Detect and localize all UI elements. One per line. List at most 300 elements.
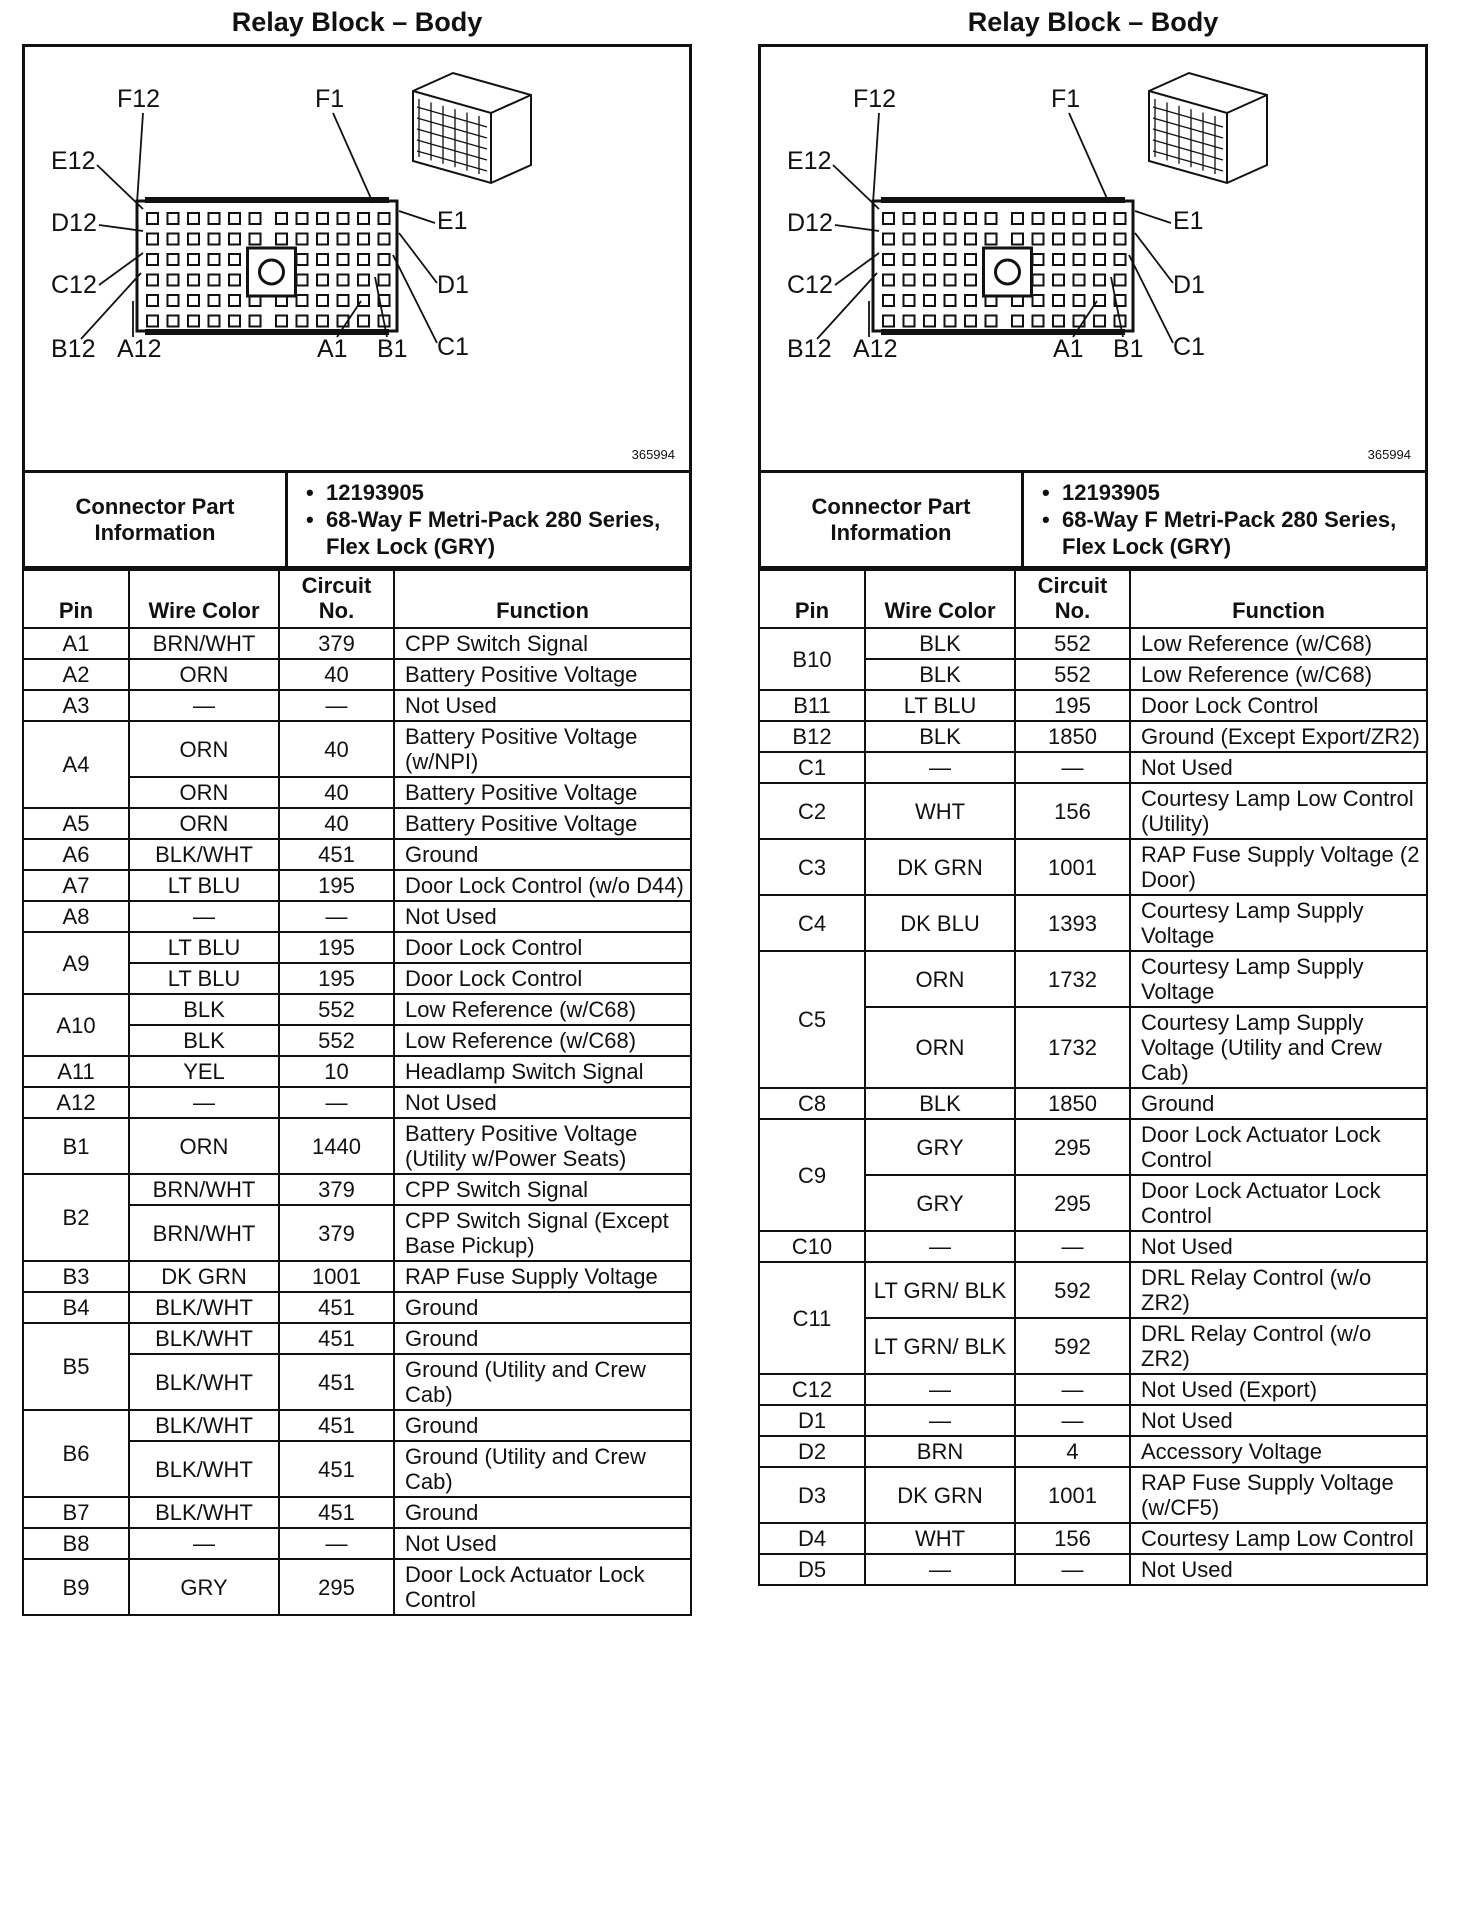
pin-cell: B6 — [23, 1410, 129, 1497]
panel-left — [22, 0, 692, 1616]
function-cell: Ground (Except Export/ZR2) — [1130, 721, 1427, 752]
wire-color-cell: GRY — [865, 1175, 1015, 1231]
diagram-part-number: 365994 — [631, 447, 675, 462]
pin-cavity — [1033, 254, 1044, 265]
pin-cell: C3 — [759, 839, 865, 895]
pin-cell: C5 — [759, 951, 865, 1088]
pin-cavity — [1074, 254, 1085, 265]
function-cell: Headlamp Switch Signal — [394, 1056, 691, 1087]
table-row — [23, 994, 691, 1025]
wire-color-cell: BLK/WHT — [129, 1323, 279, 1354]
pin-cavity — [338, 213, 349, 224]
table-row — [23, 1323, 691, 1354]
pin-cavity — [276, 234, 287, 245]
wire-color-cell: — — [129, 690, 279, 721]
pin-cavity — [924, 316, 935, 327]
pin-cavity — [965, 295, 976, 306]
pin-cavity — [168, 316, 179, 327]
header-pin: Pin — [23, 570, 129, 628]
function-cell: Low Reference (w/C68) — [394, 1025, 691, 1056]
wire-color-cell: BLK — [865, 628, 1015, 659]
pin-cavity — [883, 234, 894, 245]
pin-cell: B4 — [23, 1292, 129, 1323]
connector-iso-drawing — [1149, 73, 1267, 183]
header-circuit-no: Circuit No. — [279, 570, 394, 628]
pin-cell: D1 — [759, 1405, 865, 1436]
connector-bottom-rail — [145, 329, 389, 335]
table-row — [23, 1497, 691, 1528]
pin-cavity — [945, 275, 956, 286]
pin-cavity — [904, 295, 915, 306]
pin-cavity — [924, 275, 935, 286]
pin-cavity — [1053, 316, 1064, 327]
pin-label-c1: C1 — [437, 333, 469, 361]
pin-cell: A4 — [23, 721, 129, 808]
circuit-cell: 379 — [279, 1174, 394, 1205]
pin-cavity — [209, 234, 220, 245]
function-cell: Low Reference (w/C68) — [1130, 659, 1427, 690]
pin-cavity — [924, 213, 935, 224]
wire-color-cell: LT BLU — [865, 690, 1015, 721]
pin-cavity — [1074, 275, 1085, 286]
pin-label-d1: D1 — [437, 271, 469, 299]
circuit-cell: 592 — [1015, 1318, 1130, 1374]
connector-description: • 68-Way F Metri-Pack 280 Series, Flex Lock (GRY) — [1036, 506, 1415, 560]
pin-cavity — [188, 275, 199, 286]
pin-cavity — [338, 254, 349, 265]
table-row — [759, 628, 1427, 659]
function-cell: Ground (Utility and Crew Cab) — [394, 1441, 691, 1497]
wire-color-cell: YEL — [129, 1056, 279, 1087]
pin-label-d12: D12 — [787, 209, 833, 237]
circuit-cell: 552 — [1015, 628, 1130, 659]
wire-color-cell: LT BLU — [129, 963, 279, 994]
circuit-cell: 592 — [1015, 1262, 1130, 1318]
function-cell: Door Lock Actuator Lock Control — [1130, 1119, 1427, 1175]
pinout-rows — [759, 628, 1427, 1585]
pin-cavity — [965, 275, 976, 286]
table-row — [23, 901, 691, 932]
function-cell: Ground — [1130, 1088, 1427, 1119]
wire-color-cell: WHT — [865, 783, 1015, 839]
pin-cavity — [276, 213, 287, 224]
pin-cavity — [1053, 234, 1064, 245]
pin-cell: C12 — [759, 1374, 865, 1405]
connector-part-info — [758, 470, 1428, 569]
pin-cell: C9 — [759, 1119, 865, 1231]
pin-cavity — [1074, 295, 1085, 306]
table-row — [759, 721, 1427, 752]
pin-label-a12: A12 — [853, 335, 898, 363]
wire-color-cell: BLK/WHT — [129, 839, 279, 870]
header-circuit-no: Circuit No. — [1015, 570, 1130, 628]
pin-cavity — [965, 234, 976, 245]
circuit-cell: 451 — [279, 1410, 394, 1441]
pin-cavity — [188, 316, 199, 327]
function-cell: Door Lock Control — [1130, 690, 1427, 721]
pin-cavity — [883, 254, 894, 265]
circuit-cell: — — [279, 1087, 394, 1118]
pin-cavity — [317, 275, 328, 286]
pin-label-a12: A12 — [117, 335, 162, 363]
pin-cavity — [883, 295, 894, 306]
pin-label-e12: E12 — [787, 147, 832, 175]
wire-color-cell: — — [865, 752, 1015, 783]
table-row — [759, 690, 1427, 721]
circuit-cell: 1732 — [1015, 951, 1130, 1007]
circuit-cell: — — [279, 1528, 394, 1559]
pin-cavity — [317, 254, 328, 265]
connector-info-values — [1023, 472, 1427, 568]
function-cell: CPP Switch Signal (Except Base Pickup) — [394, 1205, 691, 1261]
pin-cell: B12 — [759, 721, 865, 752]
function-cell: Not Used — [394, 1087, 691, 1118]
pin-cell: D4 — [759, 1523, 865, 1554]
circuit-cell: 379 — [279, 1205, 394, 1261]
table-row — [759, 1262, 1427, 1318]
pin-label-f1: F1 — [315, 85, 345, 113]
leader-line — [1135, 233, 1173, 283]
pin-cavity — [1094, 254, 1105, 265]
connector-iso-drawing — [413, 73, 531, 183]
table-row — [23, 1528, 691, 1559]
leader-line — [333, 113, 373, 203]
pin-cavity — [209, 316, 220, 327]
wire-color-cell: GRY — [129, 1559, 279, 1615]
pin-cell: B5 — [23, 1323, 129, 1410]
pin-cavity — [904, 316, 915, 327]
pin-label-a1: A1 — [1053, 335, 1084, 363]
table-row — [23, 1410, 691, 1441]
connector-face-drawing — [761, 47, 1431, 473]
circuit-cell: 295 — [1015, 1119, 1130, 1175]
connector-part-info — [22, 470, 692, 569]
pin-cavity — [379, 275, 390, 286]
circuit-cell: 295 — [1015, 1175, 1130, 1231]
pin-cavity — [147, 234, 158, 245]
wire-color-cell: GRY — [865, 1119, 1015, 1175]
pin-cell: A9 — [23, 932, 129, 994]
pin-cavity — [945, 254, 956, 265]
pinout-table — [758, 569, 1428, 1586]
wire-color-cell: ORN — [865, 1007, 1015, 1088]
function-cell: Door Lock Actuator Lock Control — [1130, 1175, 1427, 1231]
function-cell: Ground — [394, 839, 691, 870]
pin-label-a1: A1 — [317, 335, 348, 363]
wire-color-cell: — — [129, 1528, 279, 1559]
pin-cavity — [250, 234, 261, 245]
table-row — [23, 721, 691, 777]
pin-cavity — [188, 254, 199, 265]
pin-cavity — [883, 275, 894, 286]
table-row — [23, 1174, 691, 1205]
table-row — [759, 1088, 1427, 1119]
pin-cavity — [883, 316, 894, 327]
pin-cell: A12 — [23, 1087, 129, 1118]
function-cell: Not Used — [394, 1528, 691, 1559]
pin-label-e1: E1 — [1173, 207, 1204, 235]
header-wire-color: Wire Color — [129, 570, 279, 628]
function-cell: Not Used — [394, 690, 691, 721]
pin-cell: C1 — [759, 752, 865, 783]
table-row — [23, 659, 691, 690]
table-row — [759, 1467, 1427, 1523]
pin-cell: A7 — [23, 870, 129, 901]
circuit-cell: 195 — [279, 870, 394, 901]
function-cell: CPP Switch Signal — [394, 1174, 691, 1205]
pin-cavity — [379, 234, 390, 245]
wire-color-cell: BRN/WHT — [129, 1174, 279, 1205]
pin-label-d1: D1 — [1173, 271, 1205, 299]
circuit-cell: 195 — [1015, 690, 1130, 721]
table-row — [23, 1056, 691, 1087]
pin-cavity — [297, 254, 308, 265]
pin-cavity — [904, 275, 915, 286]
circuit-cell: 40 — [279, 659, 394, 690]
circuit-cell: 1732 — [1015, 1007, 1130, 1088]
wire-color-cell: DK GRN — [865, 839, 1015, 895]
wire-color-cell: — — [865, 1231, 1015, 1262]
function-cell: Battery Positive Voltage (Utility w/Power Seats) — [394, 1118, 691, 1174]
pin-cavity — [250, 213, 261, 224]
function-cell: Courtesy Lamp Low Control — [1130, 1523, 1427, 1554]
pin-cavity — [904, 234, 915, 245]
pin-cavity — [904, 213, 915, 224]
function-cell: Accessory Voltage — [1130, 1436, 1427, 1467]
circuit-cell: 451 — [279, 1441, 394, 1497]
function-cell: Not Used — [1130, 1405, 1427, 1436]
pin-cavity — [317, 213, 328, 224]
pin-cavity — [338, 295, 349, 306]
table-row — [23, 870, 691, 901]
wire-color-cell: BRN/WHT — [129, 1205, 279, 1261]
pin-cavity — [250, 316, 261, 327]
pin-cell: D3 — [759, 1467, 865, 1523]
pin-cavity — [945, 213, 956, 224]
pin-cavity — [883, 213, 894, 224]
pin-cell: C8 — [759, 1088, 865, 1119]
wire-color-cell: LT BLU — [129, 932, 279, 963]
wire-color-cell: BLK/WHT — [129, 1354, 279, 1410]
wire-color-cell: BLK — [865, 1088, 1015, 1119]
circuit-cell: 552 — [279, 994, 394, 1025]
circuit-cell: 1440 — [279, 1118, 394, 1174]
circuit-cell: 1393 — [1015, 895, 1130, 951]
wire-color-cell: ORN — [129, 659, 279, 690]
pin-cavity — [168, 213, 179, 224]
leader-line — [1069, 113, 1109, 203]
header-function: Function — [1130, 570, 1427, 628]
wire-color-cell: — — [865, 1554, 1015, 1585]
table-row — [23, 839, 691, 870]
connector-diagram — [758, 44, 1428, 470]
center-boss — [984, 248, 1032, 296]
function-cell: Low Reference (w/C68) — [394, 994, 691, 1025]
pin-label-f12: F12 — [117, 85, 161, 113]
center-boss — [248, 248, 296, 296]
function-cell: Courtesy Lamp Supply Voltage — [1130, 895, 1427, 951]
function-cell: DRL Relay Control (w/o ZR2) — [1130, 1262, 1427, 1318]
function-cell: RAP Fuse Supply Voltage (w/CF5) — [1130, 1467, 1427, 1523]
table-row — [759, 1119, 1427, 1175]
circuit-cell: — — [1015, 1231, 1130, 1262]
circuit-cell: 1001 — [279, 1261, 394, 1292]
wire-color-cell: BLK — [865, 721, 1015, 752]
pin-cell: C4 — [759, 895, 865, 951]
circuit-cell: 195 — [279, 963, 394, 994]
pin-cavity — [986, 234, 997, 245]
pin-cavity — [358, 316, 369, 327]
wire-color-cell: ORN — [129, 721, 279, 777]
pin-cavity — [297, 295, 308, 306]
pin-cavity — [317, 316, 328, 327]
circuit-cell: 1001 — [1015, 839, 1130, 895]
pin-label-c12: C12 — [787, 271, 833, 299]
wire-color-cell: — — [865, 1374, 1015, 1405]
function-cell: Ground — [394, 1323, 691, 1354]
pin-cavity — [904, 254, 915, 265]
pin-cavity — [965, 213, 976, 224]
table-row — [23, 690, 691, 721]
wire-color-cell: BLK/WHT — [129, 1292, 279, 1323]
wire-color-cell: ORN — [129, 808, 279, 839]
table-row — [759, 783, 1427, 839]
wire-color-cell: ORN — [129, 1118, 279, 1174]
pin-cell: A6 — [23, 839, 129, 870]
function-cell: Not Used — [1130, 1554, 1427, 1585]
circuit-cell: 451 — [279, 839, 394, 870]
pin-cavity — [1094, 213, 1105, 224]
pin-cell: A8 — [23, 901, 129, 932]
pin-cell: B3 — [23, 1261, 129, 1292]
pin-cavity — [209, 275, 220, 286]
function-cell: RAP Fuse Supply Voltage — [394, 1261, 691, 1292]
table-row — [759, 1436, 1427, 1467]
function-cell: Courtesy Lamp Supply Voltage (Utility and Crew Cab) — [1130, 1007, 1427, 1088]
pin-cell: A1 — [23, 628, 129, 659]
wire-color-cell: BRN — [865, 1436, 1015, 1467]
table-row — [759, 1554, 1427, 1585]
circuit-cell: 451 — [279, 1354, 394, 1410]
pin-cavity — [1074, 234, 1085, 245]
wire-color-cell: — — [129, 901, 279, 932]
pin-cavity — [338, 234, 349, 245]
pin-cavity — [1012, 213, 1023, 224]
function-cell: Door Lock Control (w/o D44) — [394, 870, 691, 901]
connector-info-label: Connector Part Information — [24, 472, 287, 568]
pin-cell: A3 — [23, 690, 129, 721]
wire-color-cell: DK GRN — [129, 1261, 279, 1292]
pin-cavity — [379, 213, 390, 224]
function-cell: Courtesy Lamp Low Control (Utility) — [1130, 783, 1427, 839]
pin-cavity — [168, 275, 179, 286]
table-row — [23, 1118, 691, 1174]
pin-cavity — [168, 295, 179, 306]
connector-part-number: • 12193905 — [1036, 479, 1415, 506]
table-row — [759, 1231, 1427, 1262]
pin-cavity — [1033, 295, 1044, 306]
table-row — [23, 932, 691, 963]
pin-cavity — [1115, 213, 1126, 224]
table-row — [23, 1292, 691, 1323]
function-cell: Low Reference (w/C68) — [1130, 628, 1427, 659]
pin-cavity — [1033, 213, 1044, 224]
pin-cell: C2 — [759, 783, 865, 839]
table-row — [759, 951, 1427, 1007]
pin-label-d12: D12 — [51, 209, 97, 237]
pin-cavity — [1033, 234, 1044, 245]
circuit-cell: — — [1015, 1554, 1130, 1585]
pin-label-b12: B12 — [787, 335, 832, 363]
function-cell: Door Lock Control — [394, 963, 691, 994]
pin-cavity — [168, 234, 179, 245]
pin-cavity — [1053, 295, 1064, 306]
table-row — [23, 628, 691, 659]
pin-label-e12: E12 — [51, 147, 96, 175]
wire-color-cell: LT GRN/ BLK — [865, 1318, 1015, 1374]
diagram-part-number: 365994 — [1367, 447, 1411, 462]
connector-info-values — [287, 472, 691, 568]
pin-cavity — [986, 316, 997, 327]
pin-cavity — [209, 295, 220, 306]
pin-cell: B11 — [759, 690, 865, 721]
leader-line — [1135, 211, 1171, 223]
function-cell: Ground — [394, 1410, 691, 1441]
leader-line — [399, 233, 437, 283]
pin-cavity — [1115, 254, 1126, 265]
leader-line — [833, 165, 879, 209]
pin-label-b1: B1 — [1113, 335, 1144, 363]
wire-color-cell: — — [129, 1087, 279, 1118]
pin-cell: D2 — [759, 1436, 865, 1467]
pin-cavity — [965, 254, 976, 265]
pin-cell: B7 — [23, 1497, 129, 1528]
pin-cavity — [1053, 254, 1064, 265]
pin-cavity — [297, 234, 308, 245]
circuit-cell: — — [1015, 1405, 1130, 1436]
pin-cavity — [168, 254, 179, 265]
connector-description: • 68-Way F Metri-Pack 280 Series, Flex Lock (GRY) — [300, 506, 679, 560]
pin-cavity — [147, 295, 158, 306]
leader-line — [873, 113, 879, 203]
pin-cell: C11 — [759, 1262, 865, 1374]
connector-top-rail — [881, 197, 1125, 203]
pin-cell: B2 — [23, 1174, 129, 1261]
table-row — [759, 839, 1427, 895]
pin-cavity — [1053, 213, 1064, 224]
pin-cavity — [1094, 275, 1105, 286]
pin-cavity — [188, 213, 199, 224]
pin-cell: C10 — [759, 1231, 865, 1262]
pin-cavity — [209, 254, 220, 265]
wire-color-cell: BLK — [865, 659, 1015, 690]
pin-cavity — [965, 316, 976, 327]
pin-cavity — [358, 234, 369, 245]
pin-cavity — [338, 275, 349, 286]
pin-cavity — [147, 254, 158, 265]
connector-top-rail — [145, 197, 389, 203]
table-row — [23, 808, 691, 839]
circuit-cell: — — [1015, 1374, 1130, 1405]
function-cell: Battery Positive Voltage (w/NPI) — [394, 721, 691, 777]
pin-cavity — [147, 316, 158, 327]
wire-color-cell: BLK/WHT — [129, 1410, 279, 1441]
table-row — [759, 752, 1427, 783]
circuit-cell: 1001 — [1015, 1467, 1130, 1523]
wire-color-cell: WHT — [865, 1523, 1015, 1554]
pin-label-e1: E1 — [437, 207, 468, 235]
header-function: Function — [394, 570, 691, 628]
